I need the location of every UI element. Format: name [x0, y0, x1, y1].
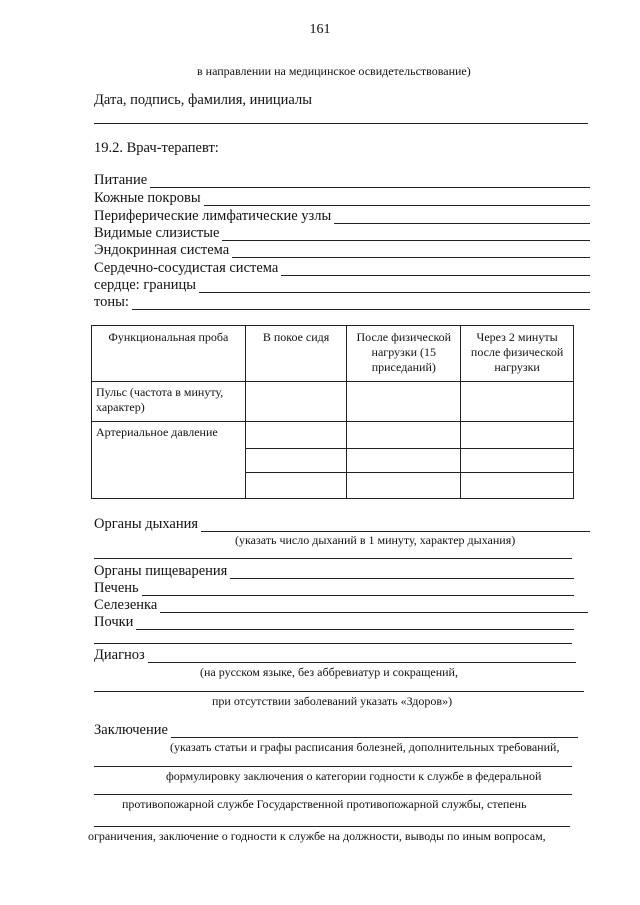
functional-test-table — [91, 325, 574, 499]
field-line[interactable] — [230, 566, 574, 579]
field-label: Почки — [94, 614, 134, 630]
field-liver[interactable] — [94, 580, 574, 596]
table-cell[interactable] — [347, 422, 461, 449]
signature-line[interactable] — [94, 123, 588, 124]
conclusion-line[interactable] — [94, 766, 572, 767]
table-cell[interactable] — [461, 449, 574, 473]
conclusion-note: ограничения, заключение о годности к службе на должности, выводы по иным вопросам, — [88, 829, 546, 843]
field-endocrine[interactable] — [94, 242, 590, 258]
field-label: Заключение — [94, 722, 168, 738]
table-cell[interactable] — [461, 473, 574, 499]
field-heart-borders[interactable] — [94, 277, 590, 293]
field-heart-tones[interactable] — [94, 294, 590, 310]
field-label: тоны: — [94, 294, 129, 310]
table-cell[interactable] — [245, 473, 347, 499]
field-skin[interactable] — [94, 190, 590, 206]
field-line[interactable] — [204, 193, 590, 206]
field-line[interactable] — [281, 263, 590, 276]
field-line[interactable] — [334, 211, 590, 224]
field-label: Селезенка — [94, 597, 158, 613]
field-line[interactable] — [160, 600, 588, 613]
field-label: Органы дыхания — [94, 516, 199, 532]
table-cell[interactable] — [461, 382, 574, 422]
field-cardiovascular[interactable] — [94, 260, 590, 276]
conclusion-line[interactable] — [94, 794, 572, 795]
respiratory-note: (указать число дыханий в 1 минуту, характер дыхания) — [235, 533, 516, 547]
diagnosis-note-2: при отсутствии заболеваний указать «Здоров») — [212, 694, 453, 708]
field-kidneys[interactable] — [94, 614, 574, 630]
table-cell[interactable] — [347, 473, 461, 499]
row-label: Артериальное давление — [92, 422, 246, 499]
section-title: 19.2. Врач-терапевт: — [94, 140, 219, 156]
field-line[interactable] — [201, 519, 590, 532]
table-row — [92, 422, 574, 449]
organs-line[interactable] — [94, 643, 572, 644]
conclusion-note: формулировку заключения о категории годности к службе в федеральной — [166, 769, 542, 783]
field-diagnosis[interactable] — [94, 647, 576, 663]
field-spleen[interactable] — [94, 597, 588, 613]
field-nutrition[interactable] — [94, 172, 590, 188]
field-respiratory[interactable] — [94, 516, 590, 532]
field-line[interactable] — [150, 175, 590, 188]
conclusion-note: противопожарной службе Государственной противопожарной службы, степень — [122, 797, 527, 811]
diagnosis-note: (на русском языке, без аббревиатур и сокращений, — [200, 665, 458, 679]
field-label: Эндокринная система — [94, 242, 230, 258]
field-line[interactable] — [171, 725, 578, 738]
conclusion-line[interactable] — [94, 826, 570, 827]
field-line[interactable] — [142, 583, 574, 596]
field-mucosa[interactable] — [94, 225, 590, 241]
table-header: Функциональная проба — [92, 326, 246, 382]
field-line[interactable] — [148, 650, 576, 663]
field-line[interactable] — [199, 280, 590, 293]
conclusion-note: (указать статьи и графы расписания болезней, дополнительных требований, — [170, 740, 560, 754]
field-label: Сердечно-сосудистая система — [94, 260, 279, 276]
field-lymph-nodes[interactable] — [94, 208, 590, 224]
row-label: Пульс (частота в минуту, характер) — [92, 382, 246, 422]
field-label: Питание — [94, 172, 148, 188]
field-line[interactable] — [136, 617, 574, 630]
table-cell[interactable] — [245, 449, 347, 473]
field-label: сердце: границы — [94, 277, 196, 293]
field-label: Печень — [94, 580, 139, 596]
table-row — [92, 382, 574, 422]
field-label: Видимые слизистые — [94, 225, 220, 241]
diagnosis-line[interactable] — [94, 691, 584, 692]
table-cell[interactable] — [347, 382, 461, 422]
field-label: Диагноз — [94, 647, 145, 663]
signature-label: Дата, подпись, фамилия, инициалы — [94, 92, 312, 108]
table-header: После физической нагрузки (15 приседаний) — [347, 326, 461, 382]
table-header: Через 2 минуты после физической нагрузки — [461, 326, 574, 382]
table-cell[interactable] — [245, 422, 347, 449]
intro-note: в направлении на медицинское освидетельствование) — [197, 64, 471, 78]
field-conclusion[interactable] — [94, 722, 578, 738]
table-cell[interactable] — [461, 422, 574, 449]
respiratory-line[interactable] — [94, 558, 572, 559]
field-line[interactable] — [222, 228, 590, 241]
field-label: Кожные покровы — [94, 190, 201, 206]
field-digestive[interactable] — [94, 563, 574, 579]
field-label: Периферические лимфатические узлы — [94, 208, 332, 224]
field-label: Органы пищеварения — [94, 563, 228, 579]
table-header: В покое сидя — [245, 326, 347, 382]
field-line[interactable] — [232, 245, 590, 258]
page-number: 161 — [309, 22, 331, 37]
table-cell[interactable] — [245, 382, 347, 422]
table-cell[interactable] — [347, 449, 461, 473]
field-line[interactable] — [132, 297, 590, 310]
